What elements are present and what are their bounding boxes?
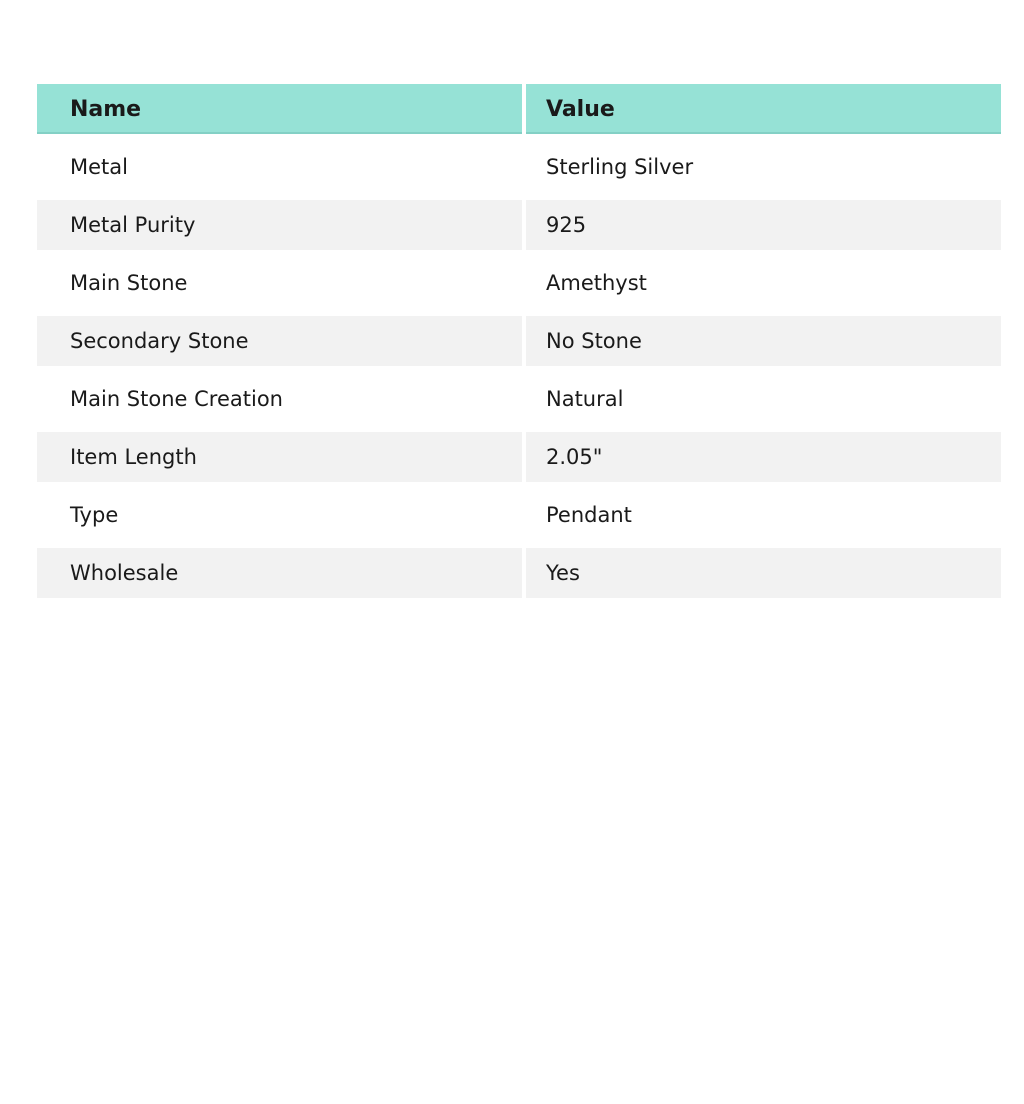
- spec-value-metal-purity: 925: [526, 196, 1001, 254]
- item-specifications-section: [37, 80, 1024, 602]
- table-row: [37, 544, 1001, 602]
- spec-value-metal: Sterling Silver: [526, 138, 1001, 196]
- table-row: [37, 428, 1001, 486]
- table-row: [37, 312, 1001, 370]
- spec-name-metal: Metal: [37, 138, 526, 196]
- item-specifications-table: [37, 80, 1001, 602]
- header-cell-value: Value: [526, 80, 1001, 138]
- table-row: [37, 254, 1001, 312]
- header-cell-name: Name: [37, 80, 526, 138]
- spec-name-secondary-stone: Secondary Stone: [37, 312, 526, 370]
- spec-value-wholesale: Yes: [526, 544, 1001, 602]
- spec-name-metal-purity: Metal Purity: [37, 196, 526, 254]
- header-row: [37, 80, 1001, 138]
- spec-name-type: Type: [37, 486, 526, 544]
- table-row: [37, 196, 1001, 254]
- table-body: [37, 138, 1001, 602]
- spec-value-secondary-stone: No Stone: [526, 312, 1001, 370]
- spec-name-wholesale: Wholesale: [37, 544, 526, 602]
- table-header: [37, 80, 1001, 138]
- table-row: [37, 138, 1001, 196]
- spec-value-item-length: 2.05": [526, 428, 1001, 486]
- table-row: [37, 486, 1001, 544]
- spec-value-main-stone-creation: Natural: [526, 370, 1001, 428]
- spec-value-main-stone: Amethyst: [526, 254, 1001, 312]
- table-row: [37, 370, 1001, 428]
- spec-name-main-stone-creation: Main Stone Creation: [37, 370, 526, 428]
- spec-value-type: Pendant: [526, 486, 1001, 544]
- spec-name-main-stone: Main Stone: [37, 254, 526, 312]
- spec-name-item-length: Item Length: [37, 428, 526, 486]
